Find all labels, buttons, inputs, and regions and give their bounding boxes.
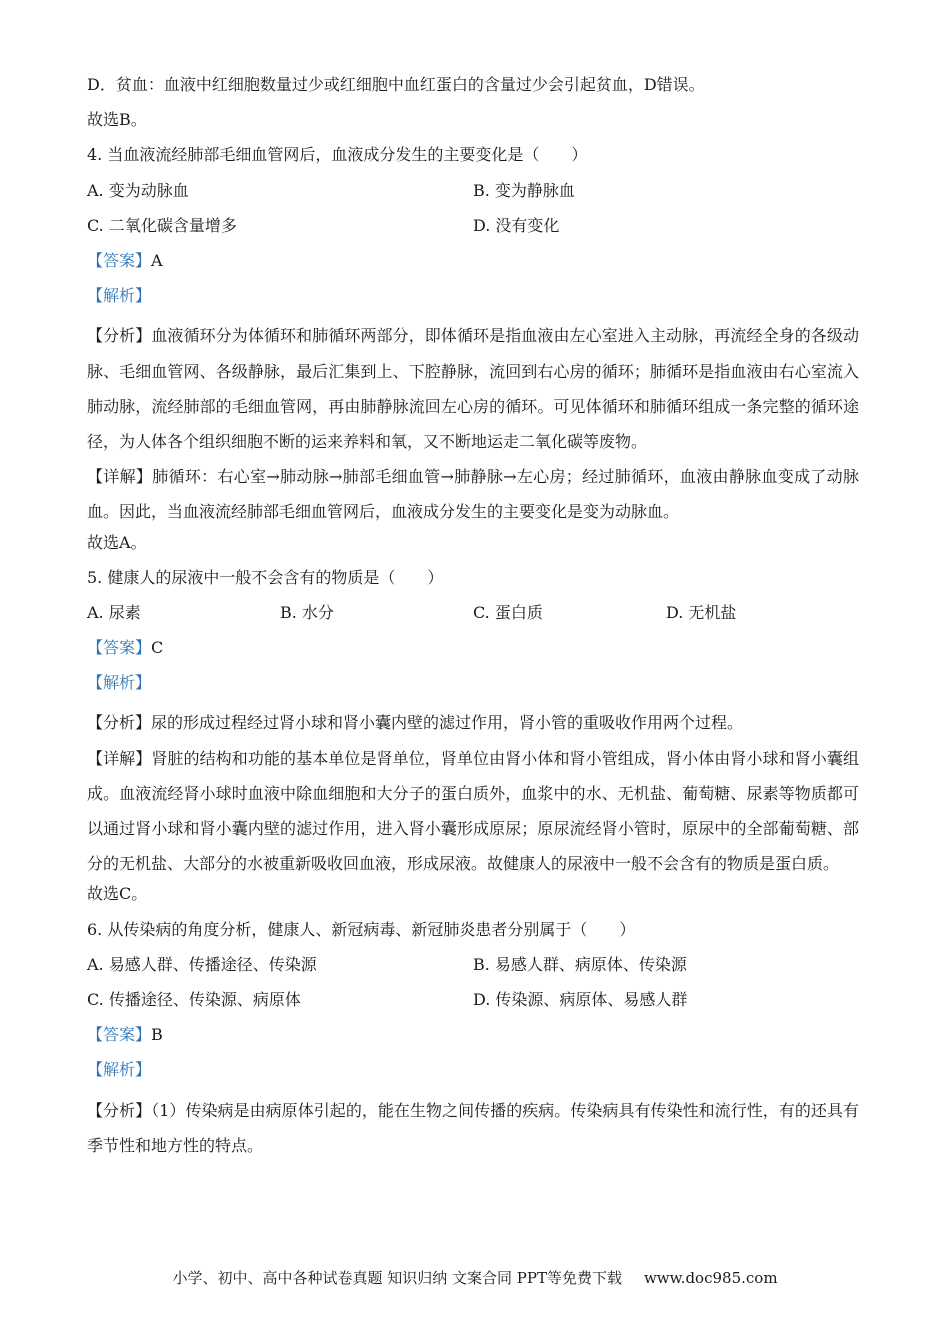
question-4-options-row <box>87 178 859 213</box>
option-d: D. 传染源、病原体、易感人群 <box>473 990 688 1010</box>
question-6-options-row <box>87 987 859 1022</box>
document-body <box>87 72 859 1163</box>
option-c: C. 蛋白质 <box>473 602 543 622</box>
question-5-options-row <box>87 600 859 635</box>
detail-text: 肾脏的结构和功能的基本单位是肾单位，肾单位由肾小体和肾小管组成，肾小体由肾小球和肾小囊组成。血液流经肾小球时血液中除血细胞和大分子的蛋白质外，血浆中的水、无机盐、葡萄糖、尿素等物质都可以通过肾小球和肾小囊内壁的滤过作用，进入肾小囊形成原尿；原尿流经肾小管时，原尿中的全部葡萄糖、部分的无机盐、大部分的水被重新吸收回血液，形成尿液。故健康人的尿液中一般不会含有的物质是蛋白质。 <box>87 748 859 874</box>
analysis-paragraph <box>87 1093 859 1163</box>
answer-value: A <box>151 250 163 270</box>
option-b: B. 变为静脉血 <box>473 180 575 200</box>
answer-tag: 【答案】 <box>87 638 152 658</box>
detail-text: 肺循环：右心室→肺动脉→肺部毛细血管→肺静脉→左心房；经过肺循环，血液由静脉血变成了动脉血。因此，当血液流经肺部毛细血管网后，血液成分发生的主要变化是变为动脉血。 <box>87 467 859 522</box>
analysis-text: （1）传染病是由病原体引起的，能在生物之间传播的疾病。传染病具有传染性和流行性，有的还具有季节性和地方性的特点。 <box>87 1100 859 1155</box>
jiexi-line <box>87 670 859 705</box>
analysis-tag: 【分析】 <box>87 1100 152 1120</box>
answer-value: B <box>151 1025 163 1045</box>
option-a: A. 变为动脉血 <box>87 180 189 200</box>
jiexi-tag: 【解析】 <box>87 1060 152 1080</box>
answer-value: C <box>151 638 164 658</box>
analysis-tag: 【分析】 <box>87 713 152 733</box>
jiexi-tag: 【解析】 <box>87 673 152 693</box>
footer-link[interactable]: www.doc985.com <box>643 1269 778 1287</box>
text-line: 故选A。 <box>87 532 147 552</box>
question-5-stem: 5. 健康人的尿液中一般不会含有的物质是（ ） <box>87 567 444 587</box>
detail-tag: 【详解】 <box>87 748 152 768</box>
answer-tag: 【答案】 <box>87 250 152 270</box>
question-6-stem: 6. 从传染病的角度分析，健康人、新冠病毒、新冠肺炎患者分别属于（ ） <box>87 919 636 939</box>
option-d: D. 无机盐 <box>666 602 737 622</box>
option-b: B. 易感人群、病原体、传染源 <box>473 954 687 974</box>
option-c: C. 传播途径、传染源、病原体 <box>87 990 301 1010</box>
detail-paragraph <box>87 459 859 529</box>
detail-paragraph <box>87 741 859 882</box>
analysis-tag: 【分析】 <box>87 326 152 346</box>
answer-tag: 【答案】 <box>87 1025 152 1045</box>
question-4-stem: 4. 当血液流经肺部毛细血管网后，血液成分发生的主要变化是（ ） <box>87 145 588 165</box>
text-line: D．贫血：血液中红细胞数量过少或红细胞中血红蛋白的含量过少会引起贫血，D错误。 <box>87 75 705 94</box>
analysis-paragraph <box>87 705 859 740</box>
question-6-options-row <box>87 952 859 987</box>
analysis-text: 尿的形成过程经过肾小球和肾小囊内壁的滤过作用，肾小管的重吸收作用两个过程。 <box>151 713 744 733</box>
page-footer <box>0 1267 950 1288</box>
option-b: B. 水分 <box>280 602 334 622</box>
detail-tag: 【详解】 <box>87 467 153 487</box>
text-line: 故选B。 <box>87 110 147 130</box>
jiexi-tag: 【解析】 <box>87 286 152 306</box>
footer-text: 小学、初中、高中各种试卷真题 知识归纳 文案合同 PPT等免费下载 <box>172 1269 622 1287</box>
question-4-options-row <box>87 213 859 248</box>
answer-line <box>87 248 859 283</box>
analysis-paragraph <box>87 318 859 459</box>
option-a: A. 尿素 <box>87 602 141 622</box>
text-line: 故选C。 <box>87 884 148 904</box>
answer-line <box>87 635 859 670</box>
option-a: A. 易感人群、传播途径、传染源 <box>87 954 317 974</box>
jiexi-line <box>87 283 859 318</box>
analysis-text: 血液循环分为体循环和肺循环两部分，即体循环是指血液由左心室进入主动脉，再流经全身的各级动脉、毛细血管网、各级静脉，最后汇集到上、下腔静脉，流回到右心房的循环；肺循环是指血液由右心室流入肺动脉，流经肺部的毛细血管网，再由肺静脉流回左心房的循环。可见体循环和肺循环组成一条完整的循环途径，为人体各个组织细胞不断的运来养料和氧，又不断地运走二氧化碳等废物。 <box>87 326 859 451</box>
option-d: D. 没有变化 <box>473 215 560 235</box>
answer-line <box>87 1022 859 1057</box>
option-c: C. 二氧化碳含量增多 <box>87 215 237 235</box>
jiexi-line <box>87 1057 859 1092</box>
